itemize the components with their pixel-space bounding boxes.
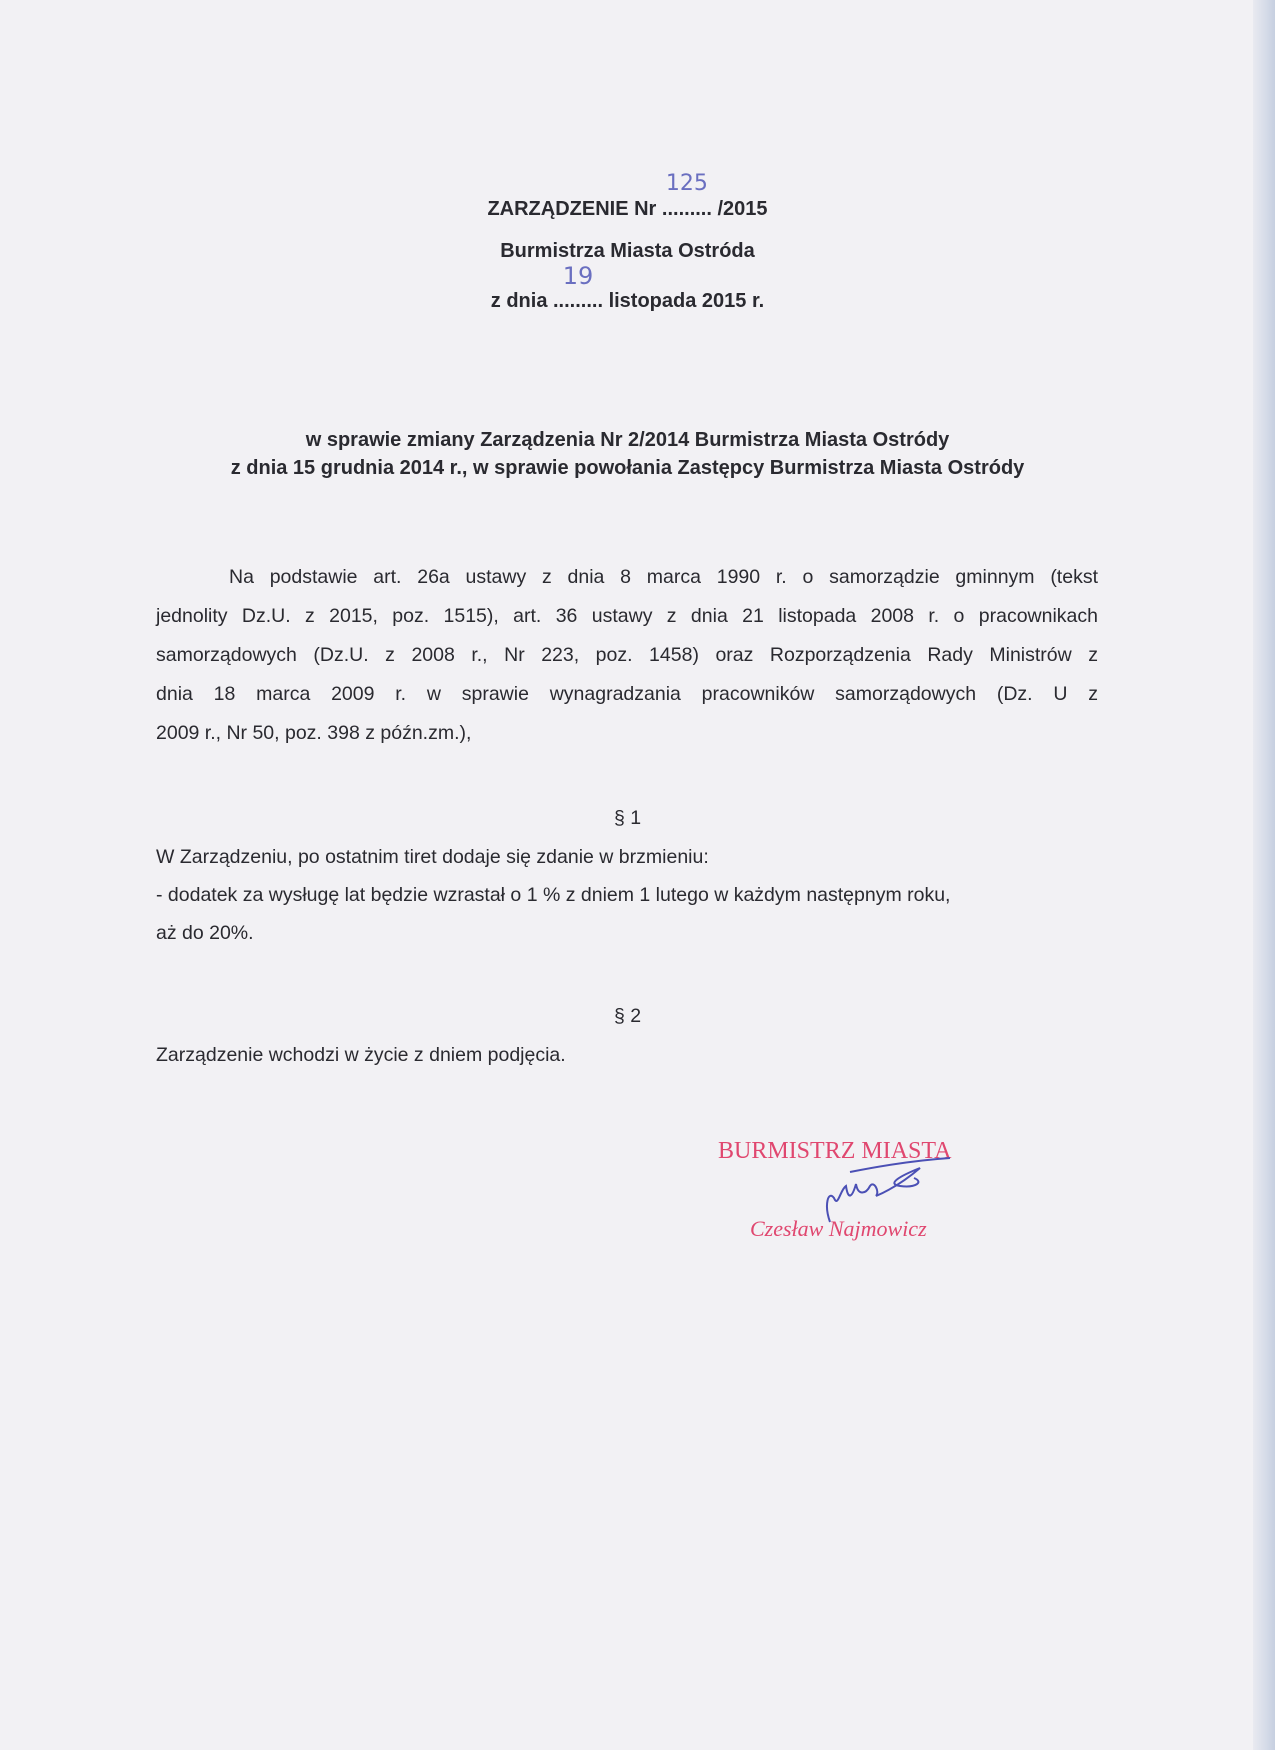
section-1-line: W Zarządzeniu, po ostatnim tiret dodaje się zdanie w brzmieniu:: [156, 846, 709, 868]
document-date: [0, 262, 1255, 313]
issuer: Burmistrza Miasta Ostróda: [500, 240, 755, 262]
stamp-title: BURMISTRZ MIASTA: [718, 1138, 952, 1164]
scan-edge: [1253, 0, 1275, 1750]
number-field: [661, 171, 712, 221]
title-prefix: ZARZĄDZENIE Nr: [487, 198, 662, 220]
handwritten-number: 125: [665, 171, 708, 196]
preamble-line: 2009 r., Nr 50, poz. 398 z późn.zm.),: [156, 722, 472, 744]
preamble-line: dnia 18 marca 2009 r. w sprawie wynagradzania pracowników samorządowych (Dz. U z: [156, 683, 1098, 705]
handwritten-day: 19: [562, 262, 594, 290]
subject-line-1: w sprawie zmiany Zarządzenia Nr 2/2014 Burmistrza Miasta Ostródy: [305, 429, 950, 451]
title-suffix: /2015: [711, 198, 768, 220]
section-2-text: Zarządzenie wchodzi w życie z dniem podjęcia.: [156, 1044, 566, 1066]
subject-line-2: z dnia 15 grudnia 2014 r., w sprawie powołania Zastępcy Burmistrza Miasta Ostródy: [230, 457, 1025, 479]
preamble-line: Na podstawie art. 26a ustawy z dnia 8 marca 1990 r. o samorządzie gminnym (tekst: [229, 566, 1098, 588]
section-1-line: - dodatek za wysługę lat będzie wzrastał o 1 % z dniem 1 lutego w każdym następnym roku,: [156, 884, 951, 906]
section-1-heading: § 1: [614, 807, 642, 829]
document-title: [0, 171, 1255, 221]
date-suffix: listopada 2015 r.: [603, 290, 765, 312]
preamble-line: jednolity Dz.U. z 2015, poz. 1515), art. 36 ustawy z dnia 21 listopada 2008 r. o pracownikach: [156, 605, 1098, 627]
number-dots: .........: [661, 198, 712, 220]
date-prefix: z dnia: [490, 290, 553, 312]
section-2-heading: § 2: [614, 1005, 642, 1027]
preamble-line: samorządowych (Dz.U. z 2008 r., Nr 223, poz. 1458) oraz Rozporządzenia Rady Ministrów z: [156, 644, 1098, 666]
section-1-line: aż do 20%.: [156, 922, 254, 944]
day-dots: .........: [553, 290, 604, 312]
stamp-name: Czesław Najmowicz: [750, 1216, 927, 1241]
day-field: [553, 262, 604, 313]
